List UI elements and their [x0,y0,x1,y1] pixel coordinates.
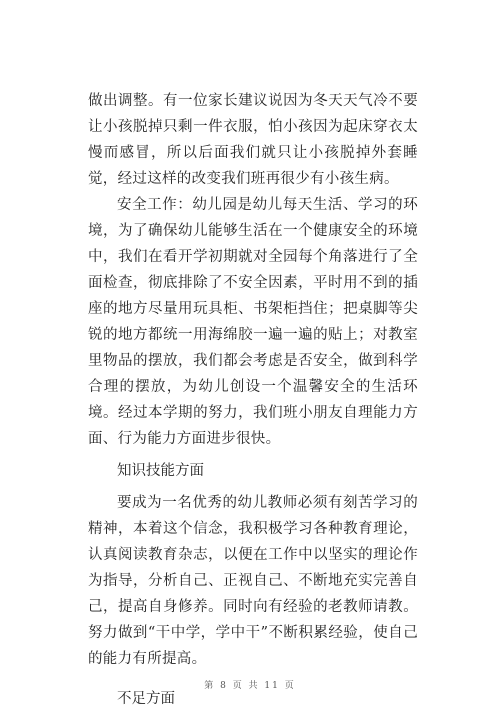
heading-shortcomings: 不足方面 [117,691,175,707]
paragraph-knowledge-skills: 要成为一名优秀的幼儿教师必须有刻苦学习的精神，本着这个信念，我积极学习各种教育理论，认真阅读教育杂志，以便在工作中以坚实的理论作为指导，分析自己、正视自己、不断地充实完善自己，提高自身修养。同时向有经验的老教师请教。努力做到“干中学，学中干”不断积累经验，使自己的能力有所提高。 [88,495,418,667]
page-footer: 第 8 页 共 11 页 [204,681,296,691]
heading-knowledge-skills: 知识技能方面 [117,463,204,479]
document-body [88,88,418,712]
paragraph-safety-work: 安全工作：幼儿园是幼儿每天生活、学习的环境，为了确保幼儿能够生活在一个健康安全的环境中，我们在看开学初期就对全园每个角落进行了全面检查，彻底排除了不安全因素，平时用不到的插座的地方尽量用玩具柜、书架柜挡住；把桌脚等尖锐的地方都统一用海绵胶一遍一遍的贴上；对教室里物品的摆放，我们都会考虑是否安全，做到科学合理的摆放，为幼儿创设一个温馨安全的生活环境。经过本学期的努力，我们班小朋友自理能力方面、行为能力方面进步很快。 [88,197,418,447]
paragraph-adjustment: 做出调整。有一位家长建议说因为冬天天气冷不要让小孩脱掉只剩一件衣服，怕小孩因为起床穿衣太慢而感冒，所以后面我们就只让小孩脱掉外套睡觉，经过这样的改变我们班再很少有小孩生病。 [88,93,418,187]
